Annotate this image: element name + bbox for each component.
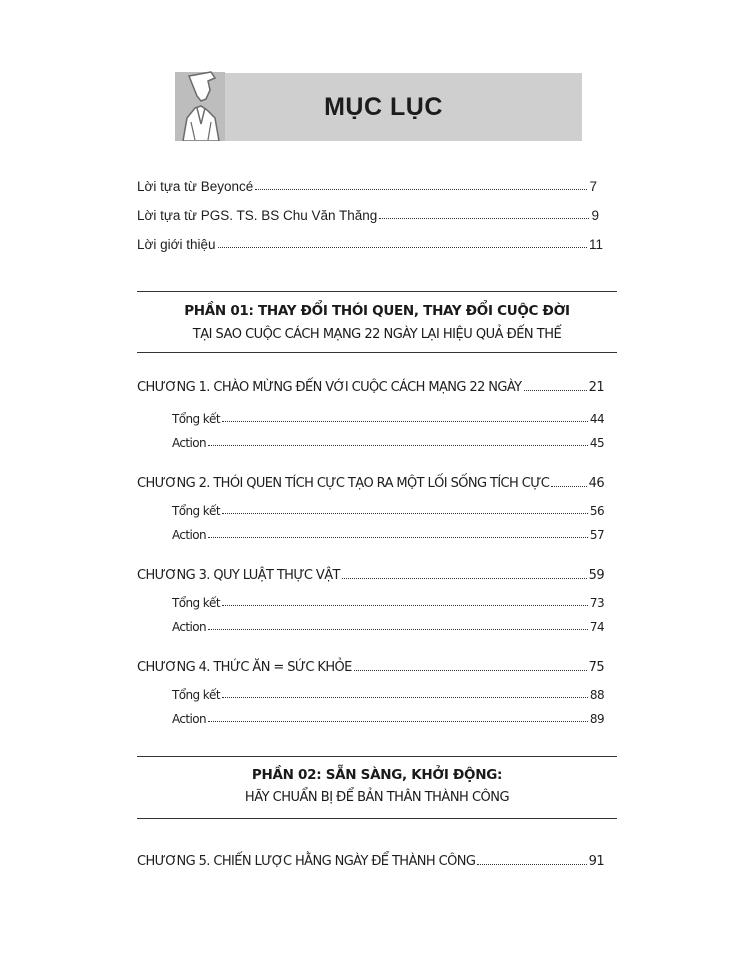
toc-entry-chapter-4-action[interactable] [172, 712, 604, 726]
toc-entry-label: Action [172, 620, 206, 634]
toc-entry-chapter-3[interactable] [137, 568, 604, 583]
toc-entry-page: 7 [589, 179, 597, 194]
toc-entry-chapter-1-action[interactable] [172, 436, 604, 450]
dot-leader [222, 696, 588, 698]
toc-entry-page: 74 [589, 620, 604, 634]
dot-leader [222, 512, 588, 514]
toc-entry-page: 73 [589, 596, 604, 610]
toc-entry-label: Lời giới thiệu [137, 237, 216, 252]
toc-entry-label: Action [172, 528, 206, 542]
dot-leader [208, 444, 588, 446]
part-2-subtitle: HÃY CHUẨN BỊ ĐỂ BẢN THÂN THÀNH CÔNG [244, 790, 510, 805]
toc-entry-label: CHƯƠNG 4. THỨC ĂN = SỨC KHỎE [137, 660, 352, 675]
toc-entry-label: CHƯƠNG 2. THÓI QUEN TÍCH CỰC TẠO RA MỘT LỐI SỐNG TÍCH CỰC [137, 476, 550, 491]
toc-entry-chapter-2[interactable] [137, 476, 604, 491]
toc-entry-label: Lời tựa từ Beyoncé [137, 179, 254, 194]
toc-entry-label: Action [172, 712, 206, 726]
dot-leader [477, 863, 586, 865]
toc-entry-label: Lời tựa từ PGS. TS. BS Chu Văn Thăng [137, 208, 378, 223]
toc-entry-chapter-4-summary[interactable] [172, 688, 604, 702]
toc-entry-label: Tổng kết [172, 504, 220, 518]
toc-entry-chapter-1-summary[interactable] [172, 412, 604, 426]
dot-leader [354, 669, 587, 671]
toc-entry-label: CHƯƠNG 5. CHIẾN LƯỢC HẰNG NGÀY ĐỂ THÀNH CÔNG [137, 854, 476, 869]
part-1-subtitle: TẠI SAO CUỘC CÁCH MẠNG 22 NGÀY LẠI HIỆU QUẢ ĐẾN THẾ [192, 327, 562, 342]
toc-entry-page: 44 [589, 412, 604, 426]
toc-entry-page: 59 [588, 568, 604, 583]
toc-entry-foreword-beyonce[interactable] [137, 179, 597, 194]
dot-leader [524, 389, 587, 391]
toc-entry-chapter-4[interactable] [137, 660, 604, 675]
divider [137, 756, 617, 757]
toc-entry-chapter-1[interactable] [137, 380, 604, 395]
toc-entry-page: 75 [588, 660, 604, 675]
dot-leader [551, 485, 586, 487]
toc-entry-page: 21 [588, 380, 604, 395]
part-1-title: PHẦN 01: THAY ĐỔI THÓI QUEN, THAY ĐỔI CUỘC ĐỜI [184, 303, 570, 319]
toc-entry-page: 57 [589, 528, 604, 542]
toc-entry-page: 89 [589, 712, 604, 726]
toc-entry-page: 88 [589, 688, 604, 702]
toc-entry-label: CHƯƠNG 3. QUY LUẬT THỰC VẬT [137, 568, 340, 583]
divider [137, 818, 617, 819]
divider [137, 352, 617, 353]
toc-entry-page: 9 [591, 208, 599, 223]
dot-leader [208, 536, 588, 538]
part-2-title: PHẦN 02: SẴN SÀNG, KHỞI ĐỘNG: [251, 767, 503, 783]
dot-leader [255, 188, 587, 190]
toc-entry-chapter-3-summary[interactable] [172, 596, 604, 610]
dot-leader [218, 246, 587, 248]
toc-entry-page: 91 [588, 854, 604, 869]
divider [137, 291, 617, 292]
toc-entry-chapter-2-summary[interactable] [172, 504, 604, 518]
toc-entry-page: 45 [589, 436, 604, 450]
dot-leader [222, 604, 588, 606]
dot-leader [379, 217, 589, 219]
toc-entry-page: 46 [588, 476, 604, 491]
dot-leader [208, 628, 588, 630]
toc-entry-label: Tổng kết [172, 688, 220, 702]
toc-entry-label: Action [172, 436, 206, 450]
toc-entry-chapter-5[interactable] [137, 854, 604, 869]
toc-entry-chapter-3-action[interactable] [172, 620, 604, 634]
dot-leader [342, 577, 587, 579]
toc-entry-label: Tổng kết [172, 412, 220, 426]
dot-leader [208, 720, 588, 722]
toc-entry-introduction[interactable] [137, 237, 603, 252]
toc-entry-foreword-chu-van-thang[interactable] [137, 208, 599, 223]
toc-entry-label: CHƯƠNG 1. CHÀO MỪNG ĐẾN VỚI CUỘC CÁCH MẠNG 22 NGÀY [137, 380, 522, 395]
toc-entry-label: Tổng kết [172, 596, 220, 610]
dot-leader [222, 420, 588, 422]
toc-entry-page: 56 [589, 504, 604, 518]
toc-entry-page: 11 [588, 237, 603, 252]
toc-entry-chapter-2-action[interactable] [172, 528, 604, 542]
page-title: MỤC LỤC [324, 92, 443, 121]
